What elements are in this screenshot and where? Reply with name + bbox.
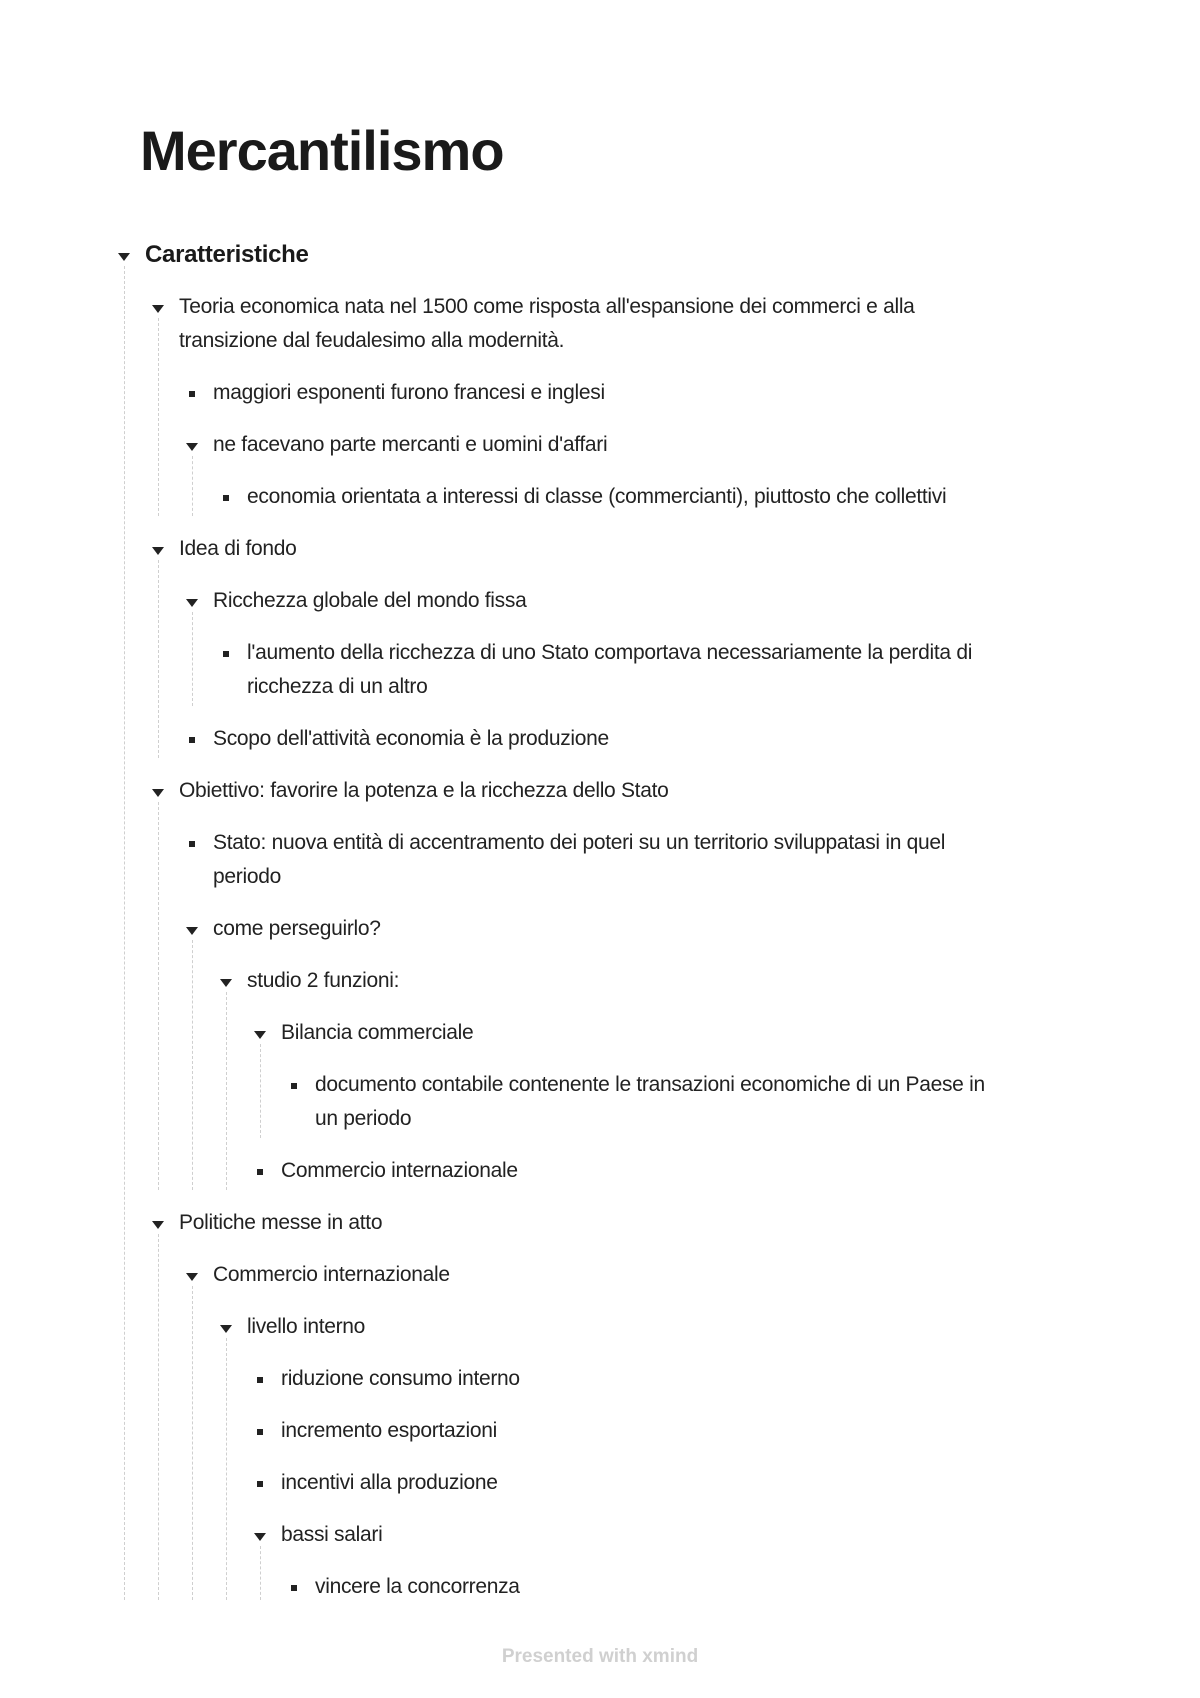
outline-guide-line [260, 1546, 261, 1600]
outline-topic[interactable] [213, 1258, 1080, 1292]
outline-topic[interactable] [179, 290, 1080, 358]
outline-guide-line [260, 1044, 261, 1138]
bullet-icon [189, 737, 195, 743]
bullet-icon [189, 391, 195, 397]
outline-topic[interactable] [315, 1068, 1080, 1136]
outline-topic[interactable] [247, 1310, 1080, 1344]
collapse-caret-icon[interactable] [118, 253, 130, 261]
topic-text: Stato: nuova entità di accentramento dei poteri su un territorio sviluppatasi in quel [213, 831, 946, 854]
page-title: Mercantilismo [140, 119, 504, 182]
bullet-icon [291, 1083, 297, 1089]
outline-topic[interactable] [213, 428, 1080, 462]
collapse-caret-icon[interactable] [186, 927, 198, 935]
outline-guide-line [158, 318, 159, 516]
outline-topic[interactable] [247, 636, 1080, 704]
topic-text-continuation: un periodo [315, 1107, 412, 1130]
topic-text: Bilancia commerciale [281, 1021, 474, 1044]
topic-text: studio 2 funzioni: [247, 969, 400, 992]
topic-text: incremento esportazioni [281, 1419, 498, 1442]
footer-credit: Presented with xmind [501, 1646, 699, 1667]
outline-guide-line [192, 1286, 193, 1600]
topic-text: bassi salari [281, 1523, 383, 1546]
collapse-caret-icon[interactable] [186, 1273, 198, 1281]
collapse-caret-icon[interactable] [152, 789, 164, 797]
topic-text: Obiettivo: favorire la potenza e la ricchezza dello Stato [179, 779, 669, 802]
collapse-caret-icon[interactable] [254, 1031, 266, 1039]
bullet-icon [257, 1481, 263, 1487]
topic-text: Commercio internazionale [213, 1263, 450, 1286]
outline-guide-line [192, 456, 193, 516]
outline-topic[interactable] [213, 376, 1080, 410]
topic-text: Commercio internazionale [281, 1159, 518, 1182]
topic-text-continuation: transizione dal feudalesimo alla modernità. [179, 329, 565, 352]
bullet-icon [257, 1377, 263, 1383]
outline-topic[interactable] [281, 1518, 1080, 1552]
outline-topic[interactable] [315, 1570, 1080, 1604]
topic-text: vincere la concorrenza [315, 1575, 520, 1598]
collapse-caret-icon[interactable] [186, 599, 198, 607]
bullet-icon [257, 1169, 263, 1175]
outline-guide-line [192, 940, 193, 1190]
outline-topic[interactable] [213, 912, 1080, 946]
topic-text: maggiori esponenti furono francesi e inglesi [213, 381, 605, 404]
collapse-caret-icon[interactable] [152, 305, 164, 313]
topic-text: Caratteristiche [145, 241, 309, 268]
topic-text-continuation: periodo [213, 865, 281, 888]
outline-topic[interactable] [281, 1466, 1080, 1500]
collapse-caret-icon[interactable] [254, 1533, 266, 1541]
collapse-caret-icon[interactable] [152, 1221, 164, 1229]
topic-text: documento contabile contenente le transazioni economiche di un Paese in [315, 1073, 985, 1096]
outline-topic[interactable] [213, 584, 1080, 618]
outline-topic[interactable] [213, 722, 1080, 756]
outline-guide-line [192, 612, 193, 706]
outline-topic[interactable] [179, 1206, 1080, 1240]
bullet-icon [257, 1429, 263, 1435]
topic-text: livello interno [247, 1315, 366, 1338]
topic-text: riduzione consumo interno [281, 1367, 520, 1390]
collapse-caret-icon[interactable] [220, 1325, 232, 1333]
topic-text: Idea di fondo [179, 537, 297, 560]
bullet-icon [189, 841, 195, 847]
bullet-icon [223, 495, 229, 501]
outline-topic[interactable] [213, 826, 1080, 894]
topic-text: l'aumento della ricchezza di uno Stato comportava necessariamente la perdita di [247, 641, 973, 664]
outline-topic[interactable] [281, 1016, 1080, 1050]
collapse-caret-icon[interactable] [220, 979, 232, 987]
bullet-icon [223, 651, 229, 657]
outline-guide-line [158, 802, 159, 1190]
outline-topic[interactable] [247, 480, 1080, 514]
outline-topic[interactable] [281, 1362, 1080, 1396]
outline-root-topic[interactable] [145, 238, 1080, 272]
outline-topic[interactable] [179, 774, 1080, 808]
topic-text: Teoria economica nata nel 1500 come risposta all'espansione dei commerci e alla [179, 295, 915, 318]
outline-topic[interactable] [281, 1154, 1080, 1188]
topic-text: Ricchezza globale del mondo fissa [213, 589, 527, 612]
topic-text: Scopo dell'attività economia è la produzione [213, 727, 609, 750]
collapse-caret-icon[interactable] [152, 547, 164, 555]
collapse-caret-icon[interactable] [186, 443, 198, 451]
topic-text-continuation: ricchezza di un altro [247, 675, 428, 698]
topic-text: come perseguirlo? [213, 917, 381, 940]
bullet-icon [291, 1585, 297, 1591]
topic-text: economia orientata a interessi di classe (commercianti), piuttosto che collettivi [247, 485, 947, 508]
outline-guide-line [158, 560, 159, 758]
topic-text: incentivi alla produzione [281, 1471, 498, 1494]
outline-topic[interactable] [281, 1414, 1080, 1448]
outline-guide-line [124, 266, 125, 1600]
outline-topic[interactable] [179, 532, 1080, 566]
outline-guide-line [226, 992, 227, 1190]
topic-text: Politiche messe in atto [179, 1211, 383, 1234]
topic-text: ne facevano parte mercanti e uomini d'affari [213, 433, 608, 456]
outline-topic[interactable] [247, 964, 1080, 998]
outline-guide-line [158, 1234, 159, 1600]
outline-guide-line [226, 1338, 227, 1600]
